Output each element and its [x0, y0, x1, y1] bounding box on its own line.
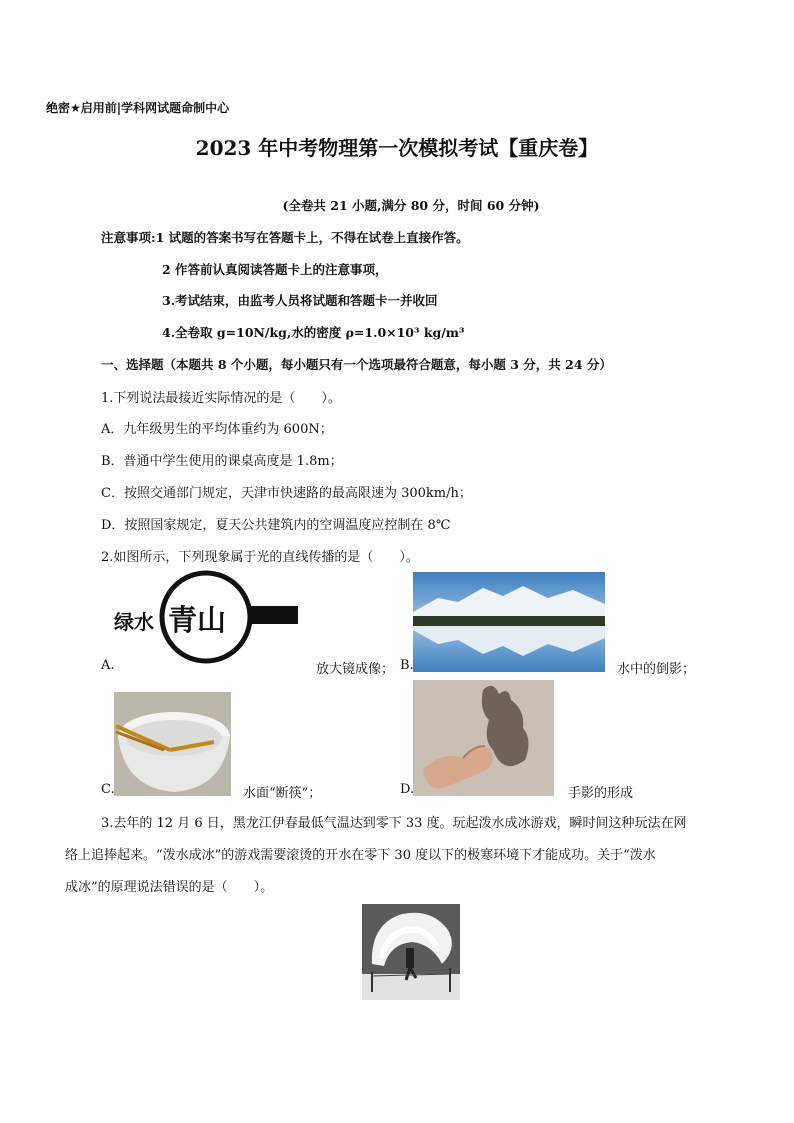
page-subtitle: (全卷共 21 小题,满分 80 分，时间 60 分钟)	[282, 198, 540, 213]
secret-header: 绝密★启用前|学科网试题命制中心	[46, 101, 230, 115]
q1-option-b: B．普通中学生使用的课桌高度是 1.8m；	[101, 454, 343, 469]
q1-stem: 1.下列说法最接近实际情况的是（ ）。	[101, 391, 341, 406]
notes-line-3: 3.考试结束，由监考人员将试题和答题卡一并收回	[162, 293, 438, 308]
magnifier-small-text: 绿水	[114, 610, 154, 634]
q1-option-a: A．九年级男生的平均体重约为 600N；	[101, 422, 333, 437]
q3-line-3: 成冰”的原理说法错误的是（ ）。	[65, 880, 274, 895]
q1-option-c: C．按照交通部门规定，天津市快速路的最高限速为 300km/h；	[101, 486, 472, 501]
q2-option-b-letter: B.	[400, 658, 414, 673]
page-title: 2023 年中考物理第一次模拟考试【重庆卷】	[195, 136, 599, 160]
q1-option-d: D．按照国家规定，夏天公共建筑内的空调温度应控制在 8℃	[101, 518, 451, 533]
water-to-ice-image	[362, 904, 460, 1000]
q3-line-1: 3.去年的 12 月 6 日，黑龙江伊春最低气温达到零下 33 度。玩起泼水成冰游戏，瞬时间这种玩法在网	[101, 816, 687, 831]
q3-line-2: 络上追捧起来。“泼水成冰”的游戏需要滚烫的开水在零下 30 度以下的极寒环境下才能成功。关于“泼水	[65, 848, 656, 863]
hand-shadow-image	[413, 680, 554, 796]
q2-option-d-letter: D.	[400, 782, 415, 797]
q2-option-a-caption: 放大镜成像；	[316, 662, 395, 677]
q2-option-c-letter: C.	[101, 782, 115, 797]
q2-option-d-caption: 手影的形成	[568, 786, 634, 801]
lake-reflection-image	[413, 572, 605, 672]
notes-line-4: 4.全卷取 g=10N/kg,水的密度 ρ=1.0×10³ kg/m³	[162, 325, 465, 340]
magnifier-large-text: 青山	[168, 603, 227, 637]
bowl-chopstick-image	[114, 692, 231, 796]
q2-option-b-caption: 水中的倒影；	[617, 662, 696, 677]
magnifier-image	[112, 570, 302, 666]
section-heading: 一、选择题（本题共 8 个小题，每小题只有一个选项最符合题意，每小题 3 分，共 24 分）	[101, 357, 612, 372]
q2-stem: 2.如图所示，下列现象属于光的直线传播的是（ ）。	[101, 550, 419, 565]
notes-line-2: 2 作答前认真阅读答题卡上的注意事项，	[162, 262, 388, 277]
q2-option-c-caption: 水面“断筷”；	[243, 786, 322, 801]
notes-line-1: 注意事项:1 试题的答案书写在答题卡上，不得在试卷上直接作答。	[101, 230, 469, 245]
q2-option-a-letter: A.	[101, 658, 115, 673]
